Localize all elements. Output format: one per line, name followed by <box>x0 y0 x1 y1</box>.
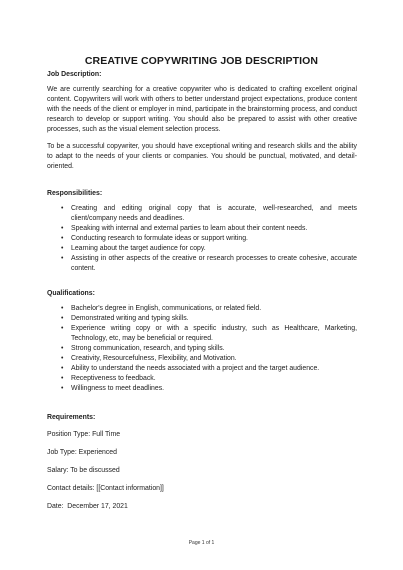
document-title: CREATIVE COPYWRITING JOB DESCRIPTION <box>84 55 319 67</box>
bullet-icon: • <box>61 375 64 382</box>
list-item: • Strong communication, research, and typing skills. <box>61 345 225 352</box>
list-item: • Bachelor's degree in English, communications, or related field. <box>61 305 262 312</box>
position-type: Position Type: Full Time <box>47 431 121 438</box>
responsibilities-section <box>47 189 357 274</box>
responsibilities-heading: Responsibilities: <box>47 190 103 197</box>
bullet-icon: • <box>61 325 64 332</box>
salary: Salary: To be discussed <box>47 467 120 474</box>
job-type: Job Type: Experienced <box>47 449 117 456</box>
job-description-heading: Job Description: <box>47 71 102 78</box>
bullet-icon: • <box>61 235 64 242</box>
list-item: • Demonstrated writing and typing skills. <box>61 315 189 322</box>
job-description-section <box>47 70 357 172</box>
list-item: • Assisting in other aspects of the creative or research processes to create cohesive, accurate content. <box>61 255 357 272</box>
list-item: • Creating and editing original copy that is accurate, well-researched, and meets client/company needs and deadlines. <box>61 205 357 222</box>
document-date: Date: December 17, 2021 <box>47 503 128 510</box>
contact-details: Contact details: [[Contact information]] <box>47 485 164 492</box>
bullet-icon: • <box>61 305 64 312</box>
responsibilities-list <box>47 204 357 274</box>
qualifications-list <box>47 304 357 394</box>
bullet-icon: • <box>61 345 64 352</box>
bullet-icon: • <box>61 205 64 212</box>
requirements-section <box>47 413 357 512</box>
list-item: • Conducting research to formulate ideas or support writing. <box>61 235 248 242</box>
requirements-heading: Requirements: <box>47 414 96 421</box>
list-item: • Ability to understand the needs associated with a project and the target audience. <box>61 365 320 372</box>
page-number: Page 1 of 1 <box>188 540 215 546</box>
bullet-icon: • <box>61 245 64 252</box>
bullet-icon: • <box>61 315 64 322</box>
intro-paragraph-2: To be a successful copywriter, you should have exceptional writing and research skills and the ability to adapt to the needs of your clients or companies. You should be punctual, motivated, and detail-oriented. <box>47 143 357 170</box>
bullet-icon: • <box>61 225 64 232</box>
intro-paragraph-1: We are currently searching for a creative copywriter who is dedicated to crafting excellent original content. Copywriters will work with others to better understand project expectations, produce content with the needs of the client or employer in mind, participate in the brainstorming process, and conduct research to develop or support writing. You should also be prepared to assist with other creative processes, such as the visual element selection process. <box>47 86 357 133</box>
list-item: • Creativity, Resourcefulness, Flexibility, and Motivation. <box>61 355 237 362</box>
bullet-icon: • <box>61 355 64 362</box>
bullet-icon: • <box>61 255 64 262</box>
bullet-icon: • <box>61 365 64 372</box>
qualifications-heading: Qualifications: <box>47 290 95 297</box>
list-item: • Speaking with internal and external parties to learn about their content needs. <box>61 225 308 232</box>
bullet-icon: • <box>61 385 64 392</box>
qualifications-section <box>47 289 357 394</box>
list-item: • Learning about the target audience for copy. <box>61 245 206 252</box>
list-item: • Willingness to meet deadlines. <box>61 385 165 392</box>
list-item: • Receptiveness to feedback. <box>61 375 156 382</box>
list-item: • Experience writing copy or with a specific industry, such as Healthcare, Marketing, Technology, etc, may be beneficial or required. <box>61 325 357 342</box>
